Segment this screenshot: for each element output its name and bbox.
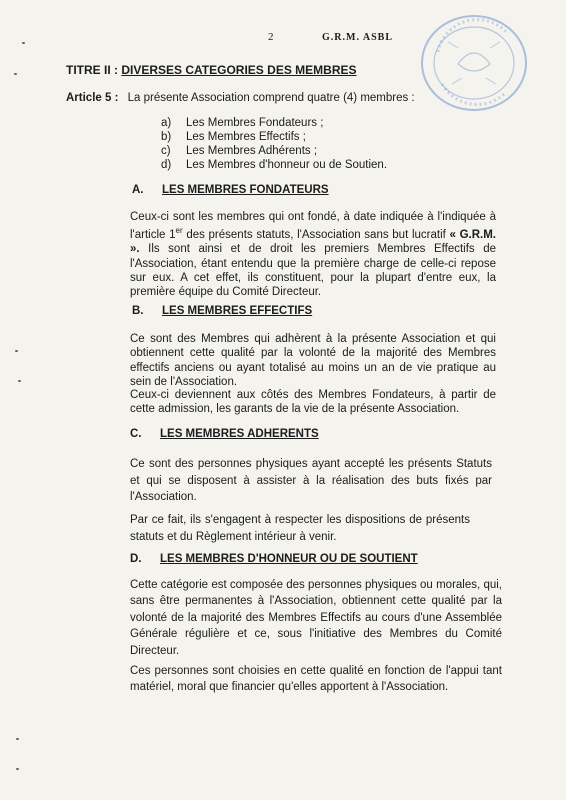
- section-b-heading: B. LES MEMBRES EFFECTIFS: [132, 305, 313, 317]
- list-item: a) Les Membres Fondateurs ;: [161, 117, 324, 129]
- list-item: d) Les Membres d'honneur ou de Soutien.: [161, 159, 388, 171]
- stamp-seal: [418, 12, 530, 114]
- section-c-heading: C. LES MEMBRES ADHERENTS: [130, 428, 319, 440]
- scan-speck: [16, 738, 19, 740]
- scan-speck: [14, 73, 17, 75]
- section-a-paragraph: Ceux-ci sont les membres qui ont fondé, à date indiquée à l'indiquée à l'article 1er des présents statuts, l'Association sans but lucratif « G.R.M. ». Ils sont ainsi et de droit les premiers Membres Effectifs de l'Association, étant entendu que la première charge de celle-ci repose sur eux. A cet effet, ils constituent, pour la plupart d'entre eux, la première équipe du Comité Directeur.: [130, 211, 496, 299]
- section-c-paragraph-2: Par ce fait, ils s'engagent à respecter les dispositions de présents statuts et du Règlement intérieur à venir.: [130, 514, 470, 543]
- section-c-paragraph-1: Ce sont des personnes physiques ayant accepté les présents Statuts et qui se disposent à assister à la réalisation des buts fixés par l'Association.: [130, 458, 492, 503]
- titre-heading: [66, 63, 357, 77]
- section-d-heading: D. LES MEMBRES D'HONNEUR OU DE SOUTIENT: [130, 553, 418, 565]
- scan-speck: [15, 350, 18, 352]
- article-5: [66, 92, 415, 104]
- section-d-paragraph-1: Cette catégorie est composée des personnes physiques ou morales, qui, sans être permanentes à l'Association, obtiennent cette qualité par la volonté de la majorité des Membres Effectifs au cours d'une Assemblée Générale régulière et ce, sous l'initiative des Membres du Comité Directeur.: [130, 579, 502, 657]
- article-text: La présente Association comprend quatre (4) membres :: [127, 92, 415, 104]
- section-b-paragraph-2: Ceux-ci deviennent aux côtés des Membres Fondateurs, à partir de cette admission, les garants de la vie de la présente Association.: [130, 389, 496, 416]
- titre-title: DIVERSES CATEGORIES DES MEMBRES: [121, 63, 357, 77]
- article-label: Article 5 :: [66, 92, 119, 104]
- section-b-paragraph-1: Ce sont des Membres qui adhèrent à la présente Association et qui obtiennent cette qualité par la volonté de la majorité des Membres effectifs anciens ou ayant totalisé au moins un an de vie pratique au sein de l'Association.: [130, 333, 496, 388]
- members-list: [161, 116, 387, 172]
- scan-speck: [18, 380, 21, 382]
- titre-label: TITRE II :: [66, 63, 118, 77]
- list-item: b) Les Membres Effectifs ;: [161, 131, 306, 143]
- header-org: G.R.M. ASBL: [322, 32, 394, 43]
- section-d-paragraph-2: Ces personnes sont choisies en cette qualité en fonction de l'appui tant matériel, moral que financier qu'elles apportent à l'Association.: [130, 665, 502, 694]
- page-number: 2: [268, 31, 274, 43]
- scan-speck: [16, 768, 19, 770]
- list-item: c) Les Membres Adhérents ;: [161, 145, 318, 157]
- scan-speck: [22, 42, 25, 44]
- section-a-heading: A. LES MEMBRES FONDATEURS: [132, 184, 329, 196]
